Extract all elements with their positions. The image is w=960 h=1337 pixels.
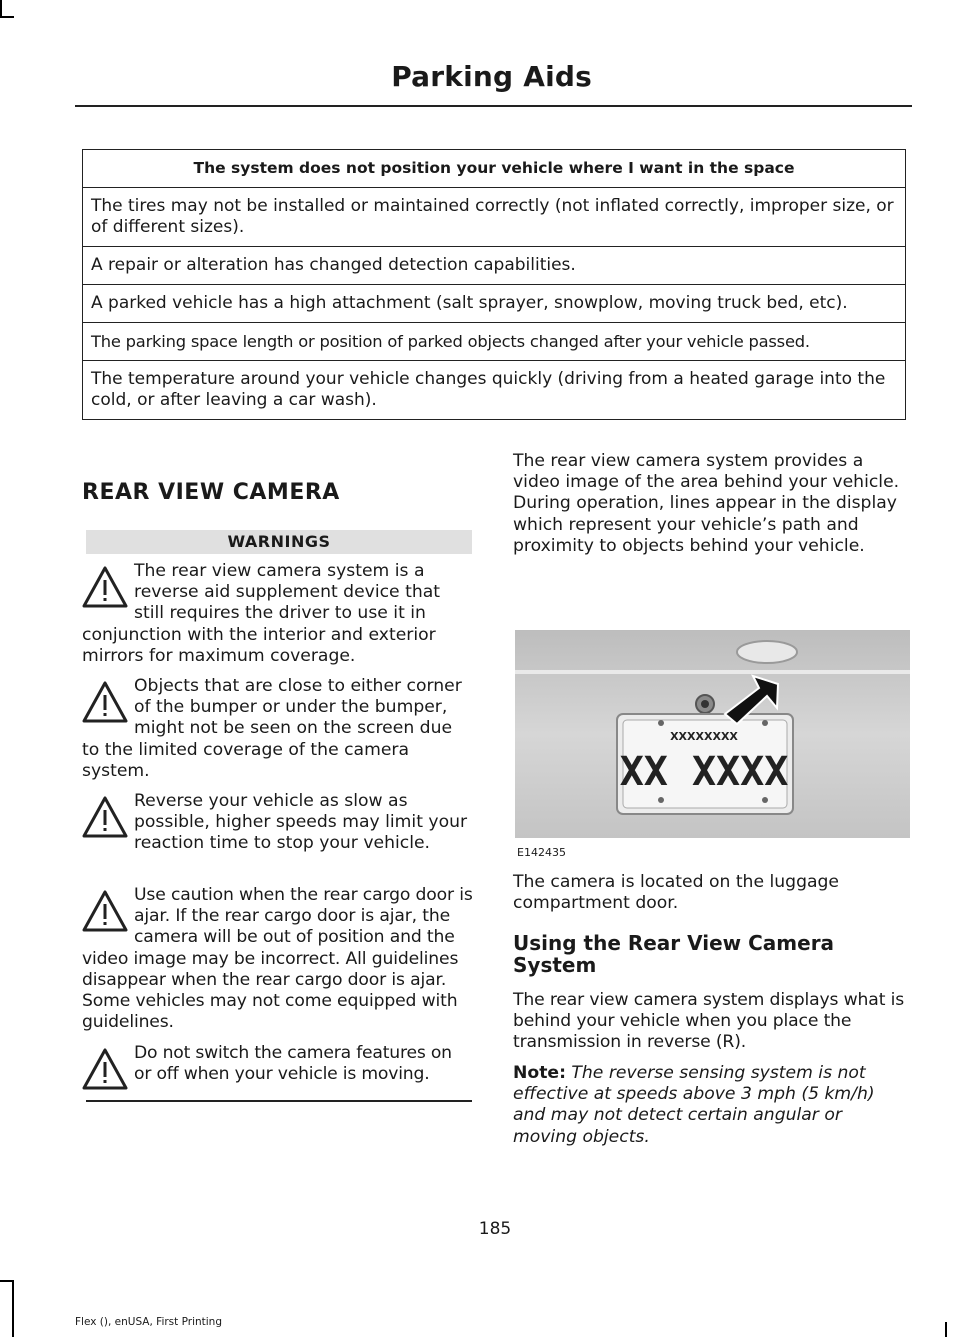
subsection-heading: Using the Rear View Camera System [513, 931, 835, 977]
warning-item [82, 791, 474, 855]
warning-item [82, 561, 474, 667]
table-heading: The system does not position your vehicle where I want in the space [83, 150, 906, 188]
warning-triangle-icon [82, 1047, 128, 1093]
table-row: A repair or alteration has changed detection capabilities. [83, 247, 906, 285]
note-label: Note: [513, 1063, 566, 1083]
page-number: 185 [478, 1219, 512, 1239]
warning-triangle-icon [82, 565, 128, 611]
plate-main-text: XX XXXX [619, 749, 789, 795]
intro-paragraph: The rear view camera system provides a video image of the area behind your vehicle. During operation, lines appear in the display which represent your vehicle’s path and proximity to objects behind your vehicle. [513, 451, 900, 556]
table-row: A parked vehicle has a high attachment (salt sprayer, snowplow, moving truck bed, etc). [83, 285, 906, 323]
crop-mark [12, 1280, 14, 1337]
note-text: The reverse sensing system is not effective at speeds above 3 mph (5 km/h) and may not detect certain angular or moving objects. [513, 1063, 875, 1147]
camera-location-text: The camera is located on the luggage compartment door. [513, 872, 839, 914]
warning-triangle-icon [82, 889, 128, 935]
warning-triangle-icon [82, 680, 128, 726]
crop-mark [0, 1280, 14, 1282]
table-row: The parking space length or position of parked objects changed after your vehicle passed. [83, 323, 906, 361]
warning-text: Use caution when the rear cargo door is ajar. If the rear cargo door is ajar, the camera will be out of position and the video image may be incorrect. All guidelines disappear when the rear cargo door is ajar. Some vehicles may not come equipped with guidelines. [82, 885, 473, 1033]
troubleshooting-table [82, 149, 906, 420]
warnings-heading: WARNINGS [86, 530, 472, 554]
warning-item [82, 676, 474, 782]
table-row: The tires may not be installed or maintained correctly (not inflated correctly, improper size, or of different sizes). [83, 188, 906, 247]
figure-code: E142435 [517, 846, 566, 859]
section-title: REAR VIEW CAMERA [82, 480, 340, 505]
using-paragraph: The rear view camera system displays what is behind your vehicle when you place the transmission in reverse (R). [513, 990, 905, 1053]
plate-top-text: XXXXXXXX [670, 730, 738, 743]
warning-triangle-icon [82, 795, 128, 841]
page-header-title: Parking Aids [391, 60, 592, 93]
warning-text: Objects that are close to either corner of the bumper or under the bumper, might not be seen on the screen due to the limited coverage of the camera system. [82, 676, 462, 781]
header-rule [75, 105, 912, 107]
print-footer: Flex (), enUSA, First Printing [75, 1316, 222, 1328]
warning-item [82, 1043, 474, 1093]
warning-text: The rear view camera system is a reverse aid supplement device that still requires the driver to use it in conjunction with the interior and exterior mirrors for maximum coverage. [82, 561, 441, 666]
crop-mark [0, 16, 14, 18]
warnings-end-rule [86, 1100, 472, 1102]
camera-location-figure [515, 630, 910, 838]
warning-text: Reverse your vehicle as slow as possible, higher speeds may limit your reaction time to stop your vehicle. [134, 791, 468, 854]
crop-mark [945, 1322, 947, 1337]
warning-item [82, 885, 474, 1033]
note-paragraph [513, 1063, 908, 1148]
table-row: The temperature around your vehicle changes quickly (driving from a heated garage into the cold, or after leaving a car wash). [83, 361, 906, 420]
warning-text: Do not switch the camera features on or off when your vehicle is moving. [134, 1043, 452, 1085]
